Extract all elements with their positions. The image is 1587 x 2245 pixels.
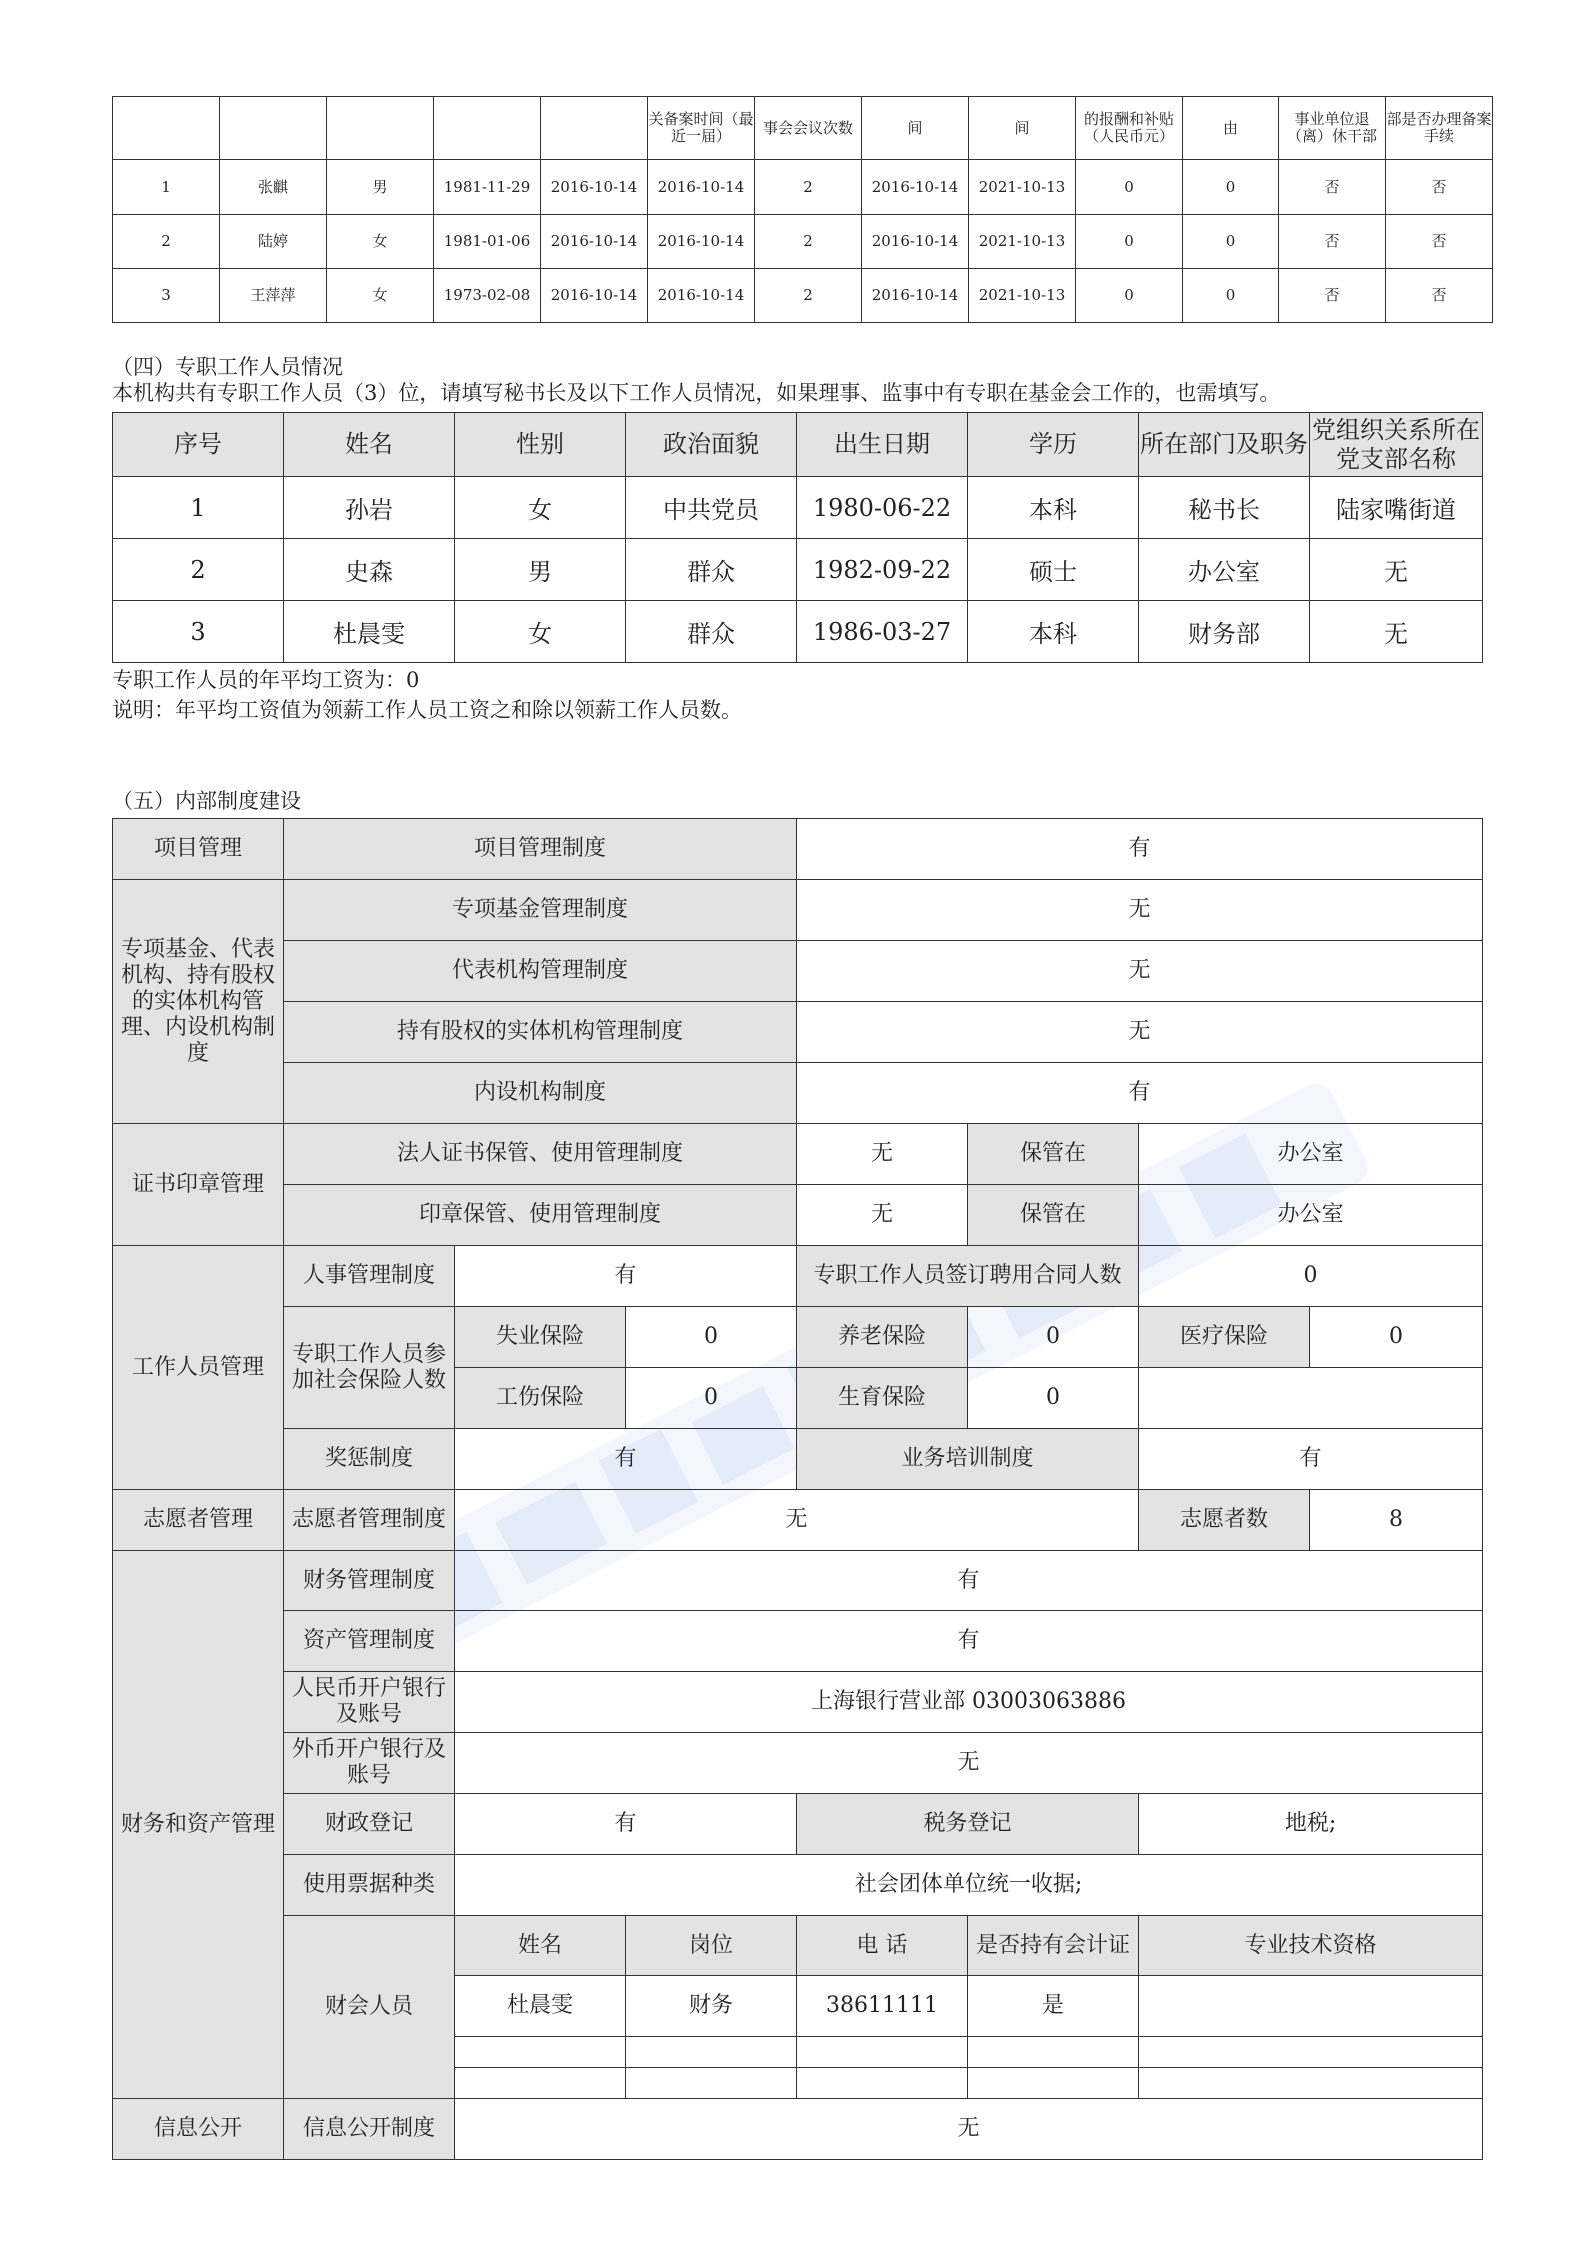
cell: 群众 (626, 601, 797, 663)
staff-table (112, 412, 1483, 663)
cat-project: 项目管理 (113, 819, 284, 880)
header-cell: 姓名 (284, 413, 455, 477)
cell: 女 (327, 215, 434, 269)
header-cell (220, 97, 327, 160)
cell: 本科 (968, 477, 1139, 539)
section5-title: （五）内部制度建设 (112, 789, 301, 813)
explain-note: 说明：年平均工资值为领薪工作人员工资之和除以领薪工作人员数。 (112, 698, 742, 722)
row-special (113, 880, 1483, 941)
cell: 2016-10-14 (648, 160, 755, 215)
row-special (113, 1063, 1483, 1124)
label-cell: 使用票据种类 (284, 1855, 455, 1916)
label-cell: 专项基金管理制度 (284, 880, 797, 941)
value-cell: 地税; (1139, 1794, 1483, 1855)
header-cell (113, 97, 220, 160)
cell: 0 (1076, 160, 1183, 215)
label-cell: 项目管理制度 (284, 819, 797, 880)
cell: 3 (113, 269, 220, 323)
cell: 杜晨雯 (284, 601, 455, 663)
cell: 否 (1279, 269, 1386, 323)
cell: 财务 (626, 1976, 797, 2037)
cell: 2016-10-14 (862, 160, 969, 215)
cell: 1980-06-22 (797, 477, 968, 539)
cell: 3 (113, 601, 284, 663)
row-accountant-header (113, 1916, 1483, 1976)
label-cell: 印章保管、使用管理制度 (284, 1185, 797, 1246)
value-cell: 有 (455, 1794, 797, 1855)
value-cell: 有 (455, 1611, 1483, 1672)
row-finance (113, 1672, 1483, 1733)
value-cell: 有 (455, 1551, 1483, 1611)
label-cell: 财政登记 (284, 1794, 455, 1855)
cell (626, 2037, 797, 2068)
label-cell: 奖惩制度 (284, 1429, 455, 1490)
cell: 1986-03-27 (797, 601, 968, 663)
cell: 史森 (284, 539, 455, 601)
cell: 否 (1279, 215, 1386, 269)
cell: 2016-10-14 (541, 215, 648, 269)
cell: 否 (1386, 215, 1493, 269)
cell: 王萍萍 (220, 269, 327, 323)
table-row (113, 601, 1483, 663)
value-cell: 0 (968, 1307, 1139, 1368)
cell: 否 (1386, 269, 1493, 323)
cell: 1981-11-29 (434, 160, 541, 215)
header-cell: 序号 (113, 413, 284, 477)
value-cell: 办公室 (1139, 1124, 1483, 1185)
value-cell: 无 (797, 1185, 968, 1246)
cat-special: 专项基金、代表机构、持有股权的实体机构管理、内设机构制度 (113, 880, 284, 1124)
board-table-header (113, 97, 1493, 160)
value-cell: 无 (797, 1002, 1483, 1063)
cell: 2016-10-14 (541, 269, 648, 323)
cell: 2021-10-13 (969, 269, 1076, 323)
value-cell: 上海银行营业部 03003063886 (455, 1672, 1483, 1733)
value-cell: 0 (1139, 1246, 1483, 1307)
cell: 女 (455, 477, 626, 539)
cell: 0 (1183, 269, 1279, 323)
header-cell: 间 (969, 97, 1076, 160)
salary-note: 专职工作人员的年平均工资为：0 (112, 668, 420, 692)
value-cell: 8 (1310, 1490, 1483, 1551)
header-cell: 部是否办理备案手续 (1386, 97, 1493, 160)
row-special (113, 941, 1483, 1002)
header-cell: 岗位 (626, 1916, 797, 1976)
cell: 男 (455, 539, 626, 601)
cell: 2021-10-13 (969, 215, 1076, 269)
cell: 秘书长 (1139, 477, 1310, 539)
header-cell: 学历 (968, 413, 1139, 477)
board-table (112, 96, 1493, 323)
row-finance (113, 1794, 1483, 1855)
label-cell: 法人证书保管、使用管理制度 (284, 1124, 797, 1185)
label-cell: 保管在 (968, 1185, 1139, 1246)
header-cell (327, 97, 434, 160)
cell: 1981-01-06 (434, 215, 541, 269)
row-special (113, 1002, 1483, 1063)
header-cell: 出生日期 (797, 413, 968, 477)
table-row (113, 477, 1483, 539)
header-cell: 党组织关系所在党支部名称 (1310, 413, 1483, 477)
value-cell: 0 (626, 1307, 797, 1368)
value-cell: 无 (455, 1490, 1139, 1551)
header-cell (434, 97, 541, 160)
cell: 2016-10-14 (862, 269, 969, 323)
label-cell: 养老保险 (797, 1307, 968, 1368)
cell: 财务部 (1139, 601, 1310, 663)
header-cell: 性别 (455, 413, 626, 477)
cell: 是 (968, 1976, 1139, 2037)
value-cell: 有 (455, 1246, 797, 1307)
header-cell: 的报酬和补贴（人民币元） (1076, 97, 1183, 160)
cell: 2 (755, 215, 862, 269)
value-cell: 无 (797, 941, 1483, 1002)
value-cell: 0 (626, 1368, 797, 1429)
label-cell: 志愿者数 (1139, 1490, 1310, 1551)
label-cell: 资产管理制度 (284, 1611, 455, 1672)
label-cell: 业务培训制度 (797, 1429, 1139, 1490)
cat-staff: 工作人员管理 (113, 1246, 284, 1490)
row-staff (113, 1246, 1483, 1307)
cell (968, 2068, 1139, 2099)
value-cell: 有 (797, 819, 1483, 880)
cell: 0 (1076, 269, 1183, 323)
cell: 办公室 (1139, 539, 1310, 601)
cell: 男 (327, 160, 434, 215)
cell: 2 (755, 160, 862, 215)
cell: 2016-10-14 (648, 269, 755, 323)
cell: 本科 (968, 601, 1139, 663)
cell (1139, 2037, 1483, 2068)
cell: 女 (455, 601, 626, 663)
row-finance (113, 1855, 1483, 1916)
label-cell: 人事管理制度 (284, 1246, 455, 1307)
label-cell: 人民币开户银行及账号 (284, 1672, 455, 1733)
section4-intro: 本机构共有专职工作人员（3）位，请填写秘书长及以下工作人员情况，如果理事、监事中有专职在基金会工作的，也需填写。 (112, 381, 1281, 405)
value-cell: 0 (1310, 1307, 1483, 1368)
value-cell: 无 (455, 2099, 1483, 2160)
cell: 0 (1183, 215, 1279, 269)
cell: 陆婷 (220, 215, 327, 269)
table-row (113, 539, 1483, 601)
cell: 1 (113, 160, 220, 215)
label-cell: 保管在 (968, 1124, 1139, 1185)
table-row (113, 160, 1493, 215)
header-cell: 由 (1183, 97, 1279, 160)
header-cell: 事业单位退（离）休干部 (1279, 97, 1386, 160)
value-cell: 无 (797, 1124, 968, 1185)
cell (455, 2068, 626, 2099)
cell (797, 2068, 968, 2099)
cat-finance: 财务和资产管理 (113, 1551, 284, 2099)
header-cell: 所在部门及职务 (1139, 413, 1310, 477)
header-cell: 专业技术资格 (1139, 1916, 1483, 1976)
row-project (113, 819, 1483, 880)
cell: 1982-09-22 (797, 539, 968, 601)
row-volunteer (113, 1490, 1483, 1551)
value-cell: 社会团体单位统一收据; (455, 1855, 1483, 1916)
row-staff (113, 1307, 1483, 1368)
label-cell: 财务管理制度 (284, 1551, 455, 1611)
value-cell: 办公室 (1139, 1185, 1483, 1246)
cell: 硕士 (968, 539, 1139, 601)
cell: 中共党员 (626, 477, 797, 539)
header-cell (541, 97, 648, 160)
label-cell: 外币开户银行及账号 (284, 1733, 455, 1794)
header-cell: 姓名 (455, 1916, 626, 1976)
header-cell: 事会会议次数 (755, 97, 862, 160)
row-finance (113, 1733, 1483, 1794)
cell (626, 2068, 797, 2099)
row-staff (113, 1429, 1483, 1490)
row-seal (113, 1124, 1483, 1185)
label-cell: 专职工作人员签订聘用合同人数 (797, 1246, 1139, 1307)
cat-disclosure: 信息公开 (113, 2099, 284, 2160)
cell: 无 (1310, 539, 1483, 601)
cell: 1 (113, 477, 284, 539)
table-row (113, 215, 1493, 269)
cell: 2 (113, 539, 284, 601)
cell: 2 (113, 215, 220, 269)
cell: 2016-10-14 (541, 160, 648, 215)
cell: 孙岩 (284, 477, 455, 539)
cell (455, 2037, 626, 2068)
label-cell: 代表机构管理制度 (284, 941, 797, 1002)
cell (797, 2037, 968, 2068)
cell: 否 (1386, 160, 1493, 215)
label-cell: 志愿者管理制度 (284, 1490, 455, 1551)
cell: 0 (1183, 160, 1279, 215)
value-cell: 无 (797, 880, 1483, 941)
label-cell: 内设机构制度 (284, 1063, 797, 1124)
cell: 2021-10-13 (969, 160, 1076, 215)
table-row (113, 269, 1493, 323)
label-cell: 专职工作人员参加社会保险人数 (284, 1307, 455, 1429)
label-cell: 财会人员 (284, 1916, 455, 2099)
cell: 杜晨雯 (455, 1976, 626, 2037)
cell (1139, 2068, 1483, 2099)
header-cell: 关备案时间（最近一届） (648, 97, 755, 160)
staff-table-header (113, 413, 1483, 477)
header-cell: 是否持有会计证 (968, 1916, 1139, 1976)
cell: 38611111 (797, 1976, 968, 2037)
cat-volunteer: 志愿者管理 (113, 1490, 284, 1551)
value-cell: 有 (1139, 1429, 1483, 1490)
cell: 无 (1310, 601, 1483, 663)
cell: 否 (1279, 160, 1386, 215)
row-disclosure (113, 2099, 1483, 2160)
label-cell: 持有股权的实体机构管理制度 (284, 1002, 797, 1063)
cell: 1973-02-08 (434, 269, 541, 323)
cell: 群众 (626, 539, 797, 601)
system-table (112, 818, 1483, 2160)
label-cell: 生育保险 (797, 1368, 968, 1429)
cell: 女 (327, 269, 434, 323)
section4-title: （四）专职工作人员情况 (112, 355, 343, 379)
cell: 张麒 (220, 160, 327, 215)
label-cell: 医疗保险 (1139, 1307, 1310, 1368)
label-cell: 失业保险 (455, 1307, 626, 1368)
label-cell: 信息公开制度 (284, 2099, 455, 2160)
header-cell: 电 话 (797, 1916, 968, 1976)
value-cell: 有 (455, 1429, 797, 1490)
cell (968, 2037, 1139, 2068)
row-seal (113, 1185, 1483, 1246)
cell: 2016-10-14 (648, 215, 755, 269)
row-finance (113, 1551, 1483, 1611)
value-cell: 0 (968, 1368, 1139, 1429)
cat-seal: 证书印章管理 (113, 1124, 284, 1246)
label-cell: 工伤保险 (455, 1368, 626, 1429)
value-cell: 有 (797, 1063, 1483, 1124)
cell (1139, 1976, 1483, 2037)
value-cell: 无 (455, 1733, 1483, 1794)
cell: 2016-10-14 (862, 215, 969, 269)
cell: 2 (755, 269, 862, 323)
header-cell: 间 (862, 97, 969, 160)
cell: 陆家嘴街道 (1310, 477, 1483, 539)
cell: 0 (1076, 215, 1183, 269)
header-cell: 政治面貌 (626, 413, 797, 477)
row-finance (113, 1611, 1483, 1672)
empty-cell (1139, 1368, 1483, 1429)
label-cell: 税务登记 (797, 1794, 1139, 1855)
